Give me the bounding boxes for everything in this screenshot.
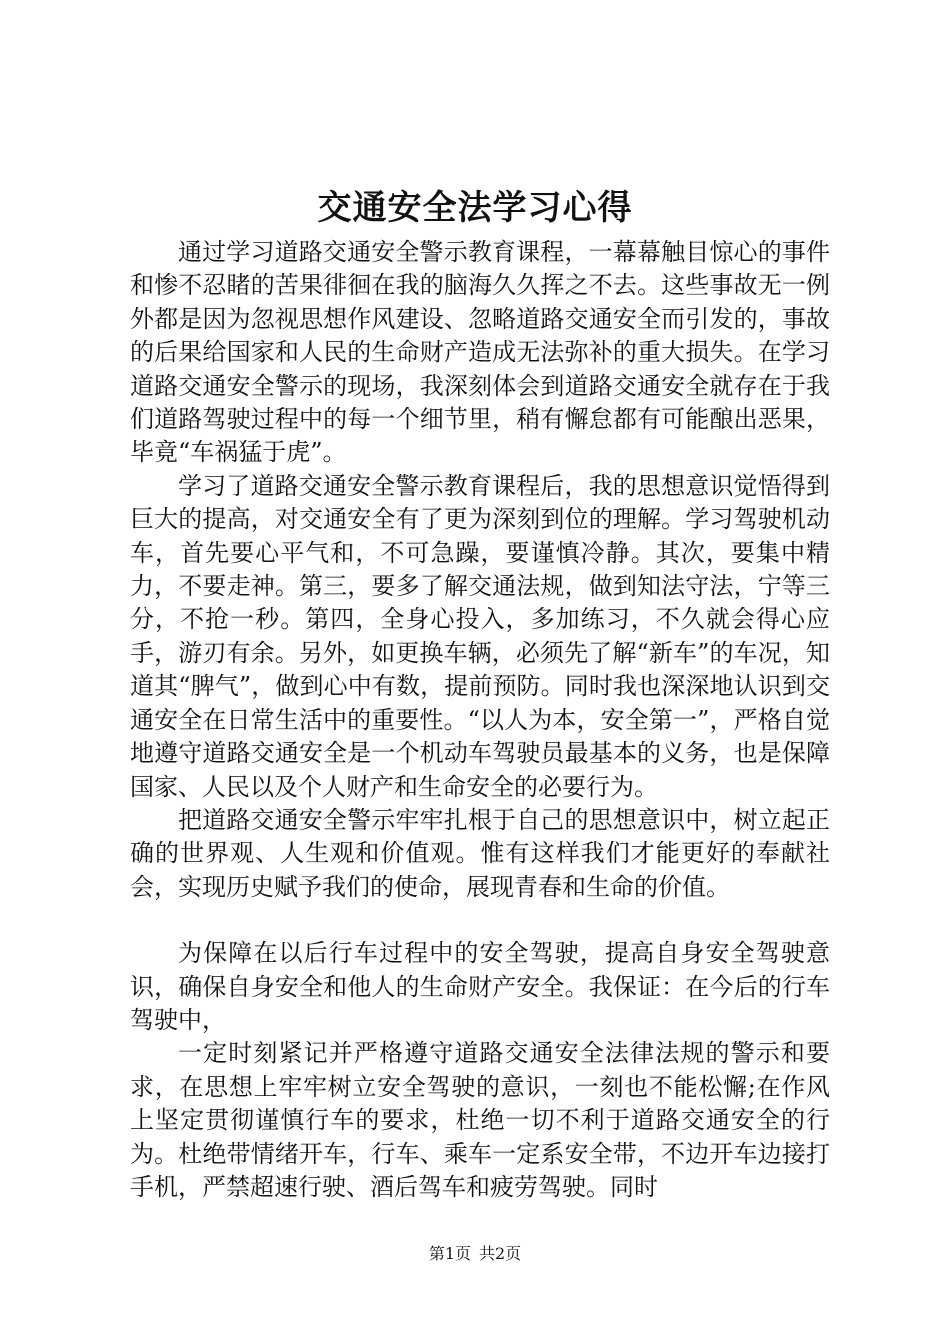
page-number: 第1页 [428, 1244, 471, 1263]
paragraph-1: 通过学习道路交通安全警示教育课程，一幕幕触目惊心的事件和惨不忍睹的苦果徘徊在我的脑海久久挥之不去。这些事故无一例外都是因为忽视思想作风建设、忽略道路交通安全而引发的，事故的后果给国家和人民的生命财产造成无法弥补的重大损失。在学习道路交通安全警示的现场，我深刻体会到道路交通安全就存在于我们道路驾驶过程中的每一个细节里，稍有懈怠都有可能酿出恶果，毕竟“车祸猛于虎”。 [130, 238, 830, 467]
page-footer [0, 1243, 950, 1265]
paragraph-2: 学习了道路交通安全警示教育课程后，我的思想意识觉悟得到巨大的提高，对交通安全有了更为深刻到位的理解。学习驾驶机动车，首先要心平气和，不可急躁，要谨慎冷静。其次，要集中精力，不要走神。第三，要多了解交通法规，做到知法守法，宁等三分，不抢一秒。第四，全身心投入，多加练习，不久就会得心应手，游刃有余。另外，如更换车辆，必须先了解“新车”的车况，知道其“脾气”，做到心中有数，提前预防。同时我也深深地认识到交通安全在日常生活中的重要性。“以人为本，安全第一”，严格自觉地遵守道路交通安全是一个机动车驾驶员最基本的义务，也是保障国家、人民以及个人财产和生命安全的必要行为。 [130, 471, 830, 801]
paragraph-5: 一定时刻紧记并严格遵守道路交通安全法律法规的警示和要求，在思想上牢牢树立安全驾驶的意识，一刻也不能松懈;在作风上坚定贯彻谨慎行车的要求，杜绝一切不利于道路交通安全的行为。杜绝带情绪开车，行车、乘车一定系安全带，不边开车边接打手机，严禁超速行驶、酒后驾车和疲劳驾驶。同时 [130, 1039, 830, 1201]
page-total: 共2页 [479, 1244, 522, 1263]
paragraph-3: 把道路交通安全警示牢牢扎根于自己的思想意识中，树立起正确的世界观、人生观和价值观。惟有这样我们才能更好的奉献社会，实现历史赋予我们的使命，展现青春和生命的价值。 [130, 805, 830, 901]
paragraph-4: 为保障在以后行车过程中的安全驾驶，提高自身安全驾驶意识，确保自身安全和他人的生命财产安全。我保证：在今后的行车驾驶中， [130, 939, 830, 1034]
document-body [130, 236, 830, 1204]
paragraph-spacer [130, 904, 830, 937]
document-title: 交通安全法学习心得 [317, 188, 633, 228]
